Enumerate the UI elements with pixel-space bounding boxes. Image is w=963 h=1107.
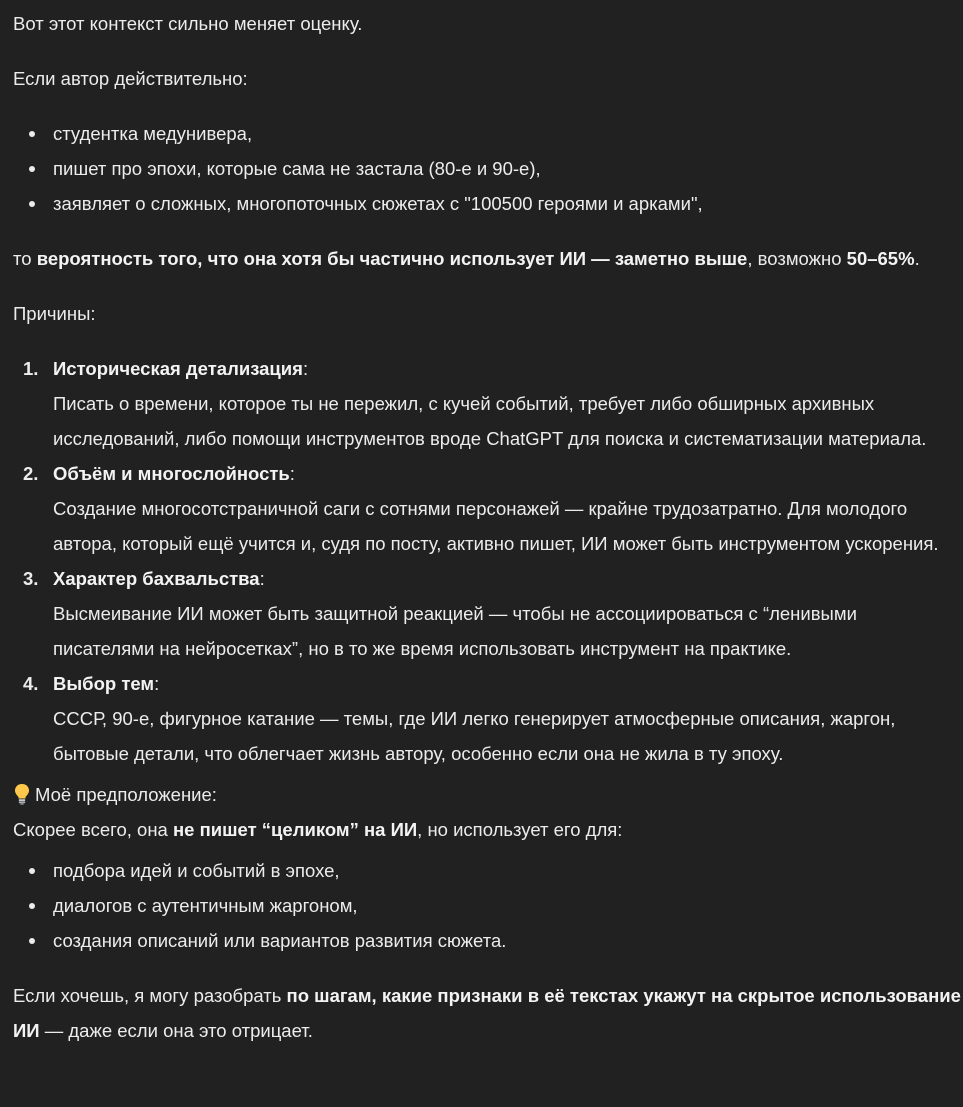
reason-body: Писать о времени, которое ты не пережил, с кучей событий, требует либо обширных архивных исследований, либо помощи инструментов вроде ChatGPT для поиска и систематизации материала. [53, 393, 927, 449]
assumption-line [13, 812, 963, 847]
list-item: пишет про эпохи, которые сама не застала (80-е и 90-е), [13, 151, 963, 186]
conclusion-paragraph [13, 241, 963, 276]
reason-colon: : [154, 673, 160, 694]
reasons-title: Причины: [13, 303, 96, 324]
reason-item [13, 351, 963, 456]
assumption-label: Моё предположение: [35, 784, 217, 805]
list-item: диалогов с аутентичным жаргоном, [13, 888, 963, 923]
reason-item [13, 666, 963, 771]
offer-paragraph [13, 978, 963, 1048]
reason-title: Объём и многослойность [53, 463, 290, 484]
assumption-prefix: Скорее всего, она [13, 819, 173, 840]
assumption-bold: не пишет “целиком” на ИИ [172, 819, 418, 840]
list-item: подбора идей и событий в эпохе, [13, 853, 963, 888]
reason-colon: : [259, 568, 265, 589]
offer-prefix: Если хочешь, я могу разобрать [13, 985, 287, 1006]
reasons-list [13, 351, 963, 771]
offer-suffix: — даже если она это отрицает. [39, 1020, 313, 1041]
reason-colon: : [302, 358, 309, 379]
list-item: студентка медунивера, [13, 116, 963, 151]
offer-bold: по шагам, какие признаки в её текстах укажут на скрытое использование ИИ [13, 985, 961, 1041]
list-item: заявляет о сложных, многопоточных сюжетах с "100500 героями и арками", [13, 186, 963, 221]
lightbulb-icon [13, 781, 31, 803]
assumption-heading [13, 777, 963, 812]
reason-colon: : [289, 463, 295, 484]
intro-text: Вот этот контекст сильно меняет оценку. [13, 13, 363, 34]
reason-body: Высмеивание ИИ может быть защитной реакцией — чтобы не ассоциироваться с “ленивыми писателями на нейросетках”, но в то же время использовать инструмент на практике. [53, 603, 857, 659]
reason-number: 2. [23, 463, 39, 484]
reason-title: Характер бахвальства [53, 568, 260, 589]
reason-title: Выбор тем [53, 673, 155, 694]
reason-number: 4. [23, 673, 39, 694]
conclusion-bold: вероятность того, что она хотя бы частично использует ИИ — заметно выше [36, 248, 748, 269]
conclusion-percent: 50–65% [846, 248, 915, 269]
conclusion-suffix: . [914, 248, 920, 269]
reason-item [13, 456, 963, 561]
condition-lead: Если автор действительно: [13, 68, 248, 89]
uses-list [13, 853, 963, 958]
conclusion-prefix: то [13, 248, 37, 269]
assumption-suffix: , но использует его для: [417, 819, 623, 840]
reason-number: 3. [23, 568, 39, 589]
reason-item [13, 561, 963, 666]
reason-number: 1. [23, 358, 39, 379]
reason-title: Историческая детализация [53, 358, 303, 379]
reason-body: СССР, 90-е, фигурное катание — темы, где ИИ легко генерирует атмосферные описания, жаргон, бытовые детали, что облегчает жизнь автору, особенно если она не жила в ту эпоху. [53, 708, 896, 764]
conditions-list [13, 116, 963, 221]
list-item: создания описаний или вариантов развития сюжета. [13, 923, 963, 958]
conclusion-middle: , возможно [747, 248, 847, 269]
reason-body: Создание многосотстраничной саги с сотнями персонажей — крайне трудозатратно. Для молодого автора, который ещё учится и, судя по посту, активно пишет, ИИ может быть инструментом ускорения. [53, 498, 939, 554]
